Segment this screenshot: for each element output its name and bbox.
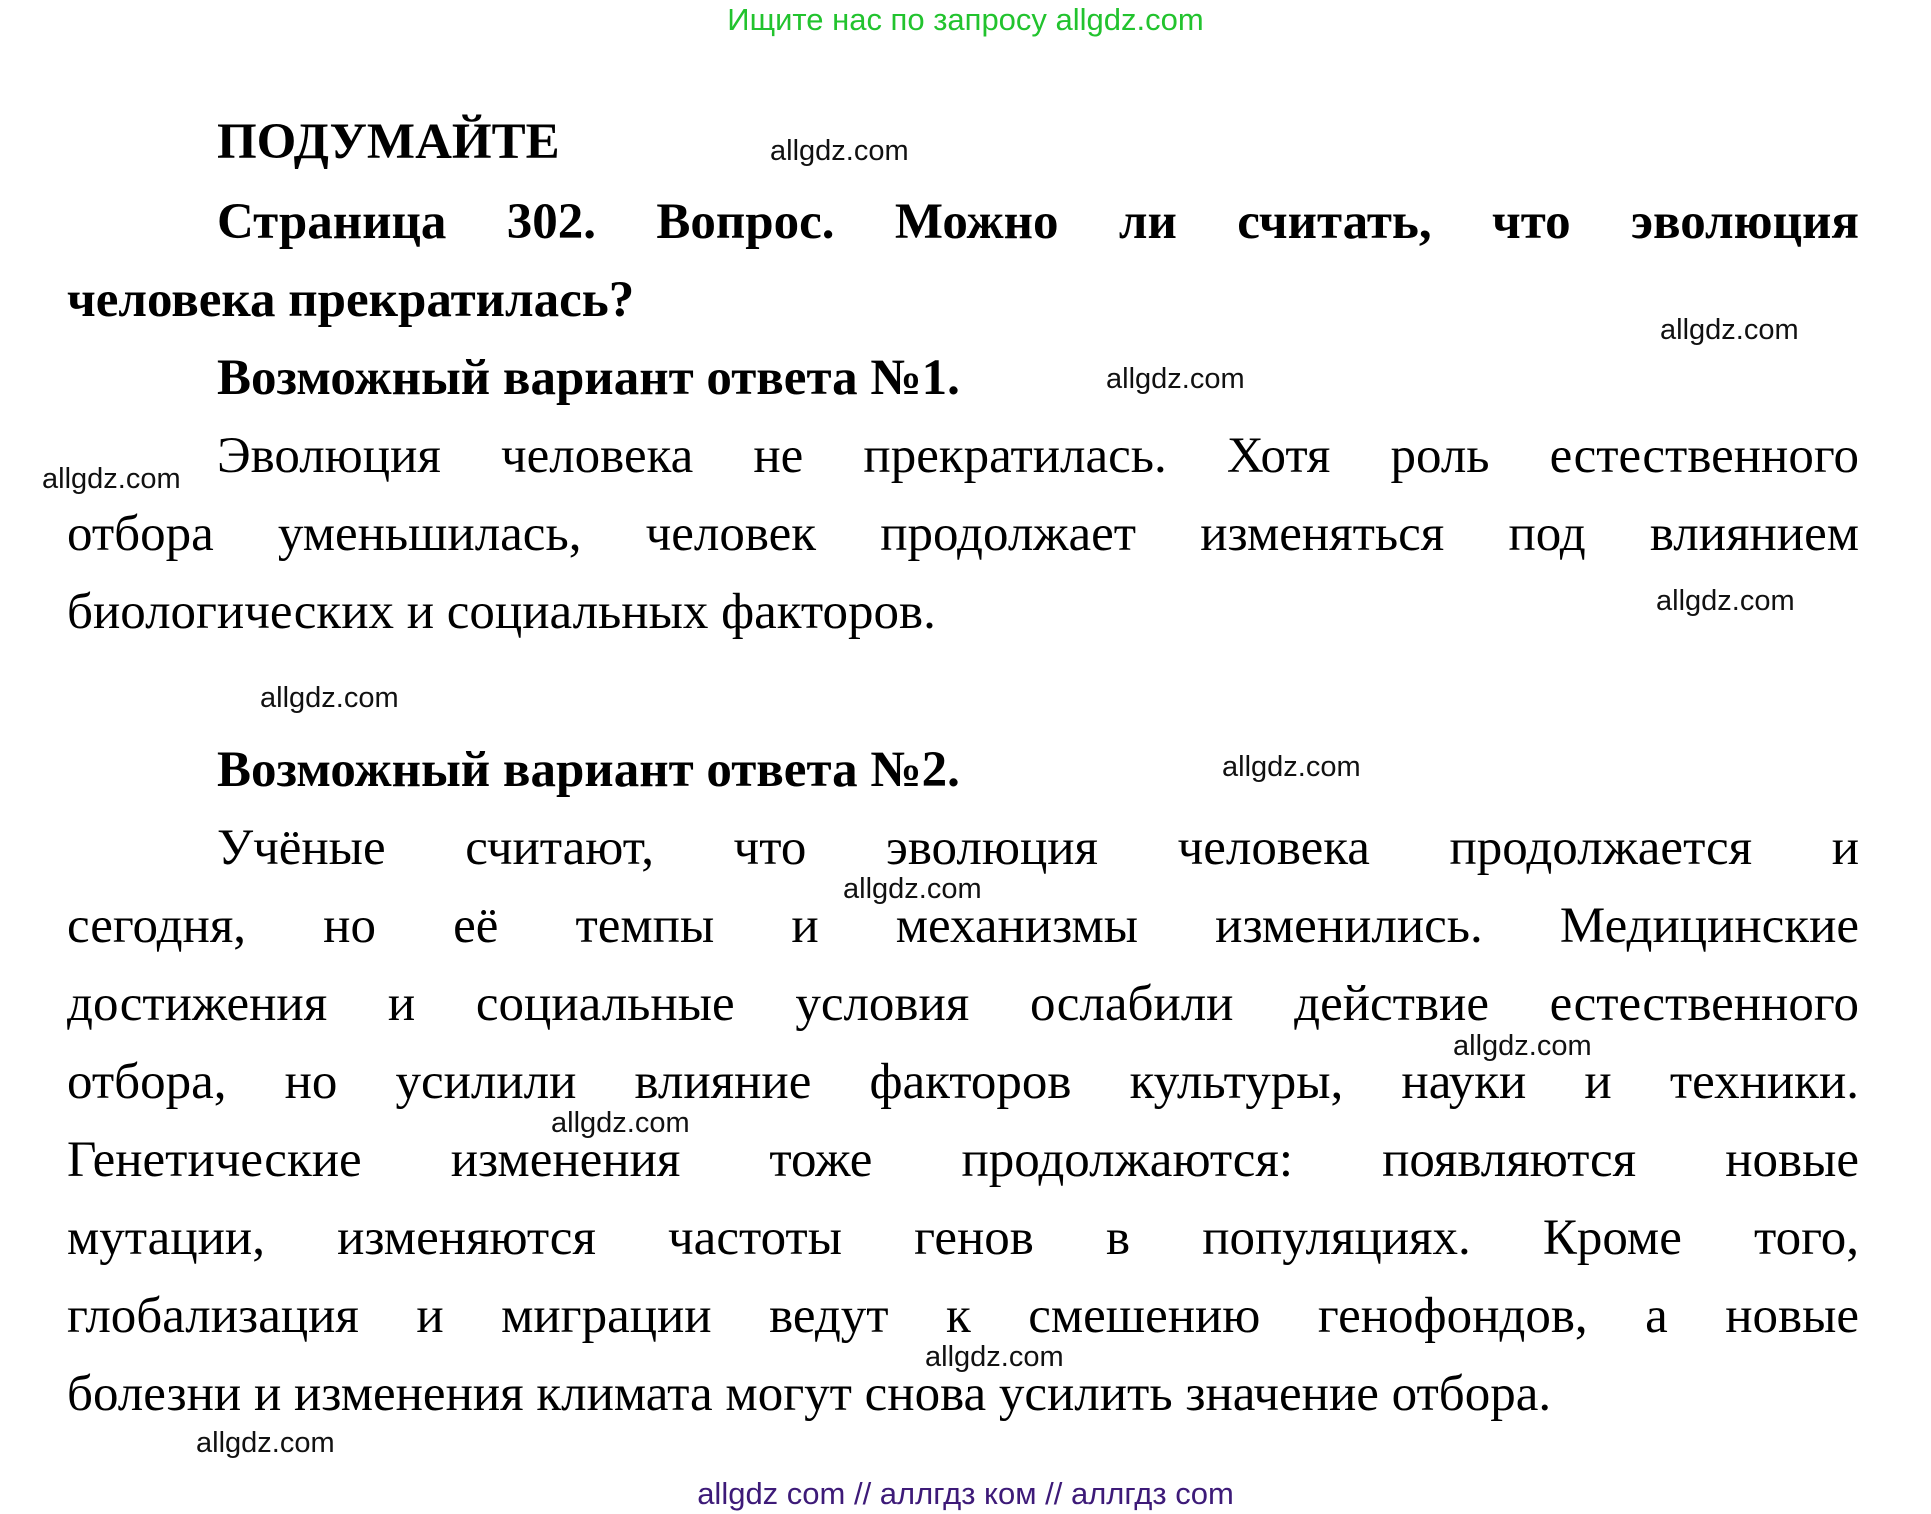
answer-1-line: отбора уменьшилась, человек продолжает изменяться под влиянием bbox=[67, 506, 1859, 562]
answer-2-line: отбора, но усилили влияние факторов культуры, науки и техники. bbox=[67, 1054, 1859, 1110]
bottom-promo-banner: allgdz com // аллгдз ком // аллгдз com bbox=[697, 1476, 1234, 1511]
answer-1-heading: Возможный вариант ответа №1. bbox=[217, 350, 960, 406]
question-line-2: человека прекратилась? bbox=[67, 272, 635, 328]
answer-2-heading: Возможный вариант ответа №2. bbox=[217, 742, 960, 798]
watermark: allgdz.com bbox=[925, 1341, 1064, 1373]
watermark: allgdz.com bbox=[843, 873, 982, 905]
question-line-1: Страница 302. Вопрос. Можно ли считать, что эволюция bbox=[217, 194, 1859, 250]
answer-2-line: глобализация и миграции ведут к смешению генофондов, а новые bbox=[67, 1288, 1859, 1344]
watermark: allgdz.com bbox=[1453, 1030, 1592, 1062]
section-title: ПОДУМАЙТЕ bbox=[217, 114, 560, 170]
answer-2-line: сегодня, но её темпы и механизмы изменились. Медицинские bbox=[67, 898, 1859, 954]
watermark: allgdz.com bbox=[1222, 751, 1361, 783]
answer-2-line: Генетические изменения тоже продолжаются: появляются новые bbox=[67, 1132, 1859, 1188]
answer-2-line: Учёные считают, что эволюция человека продолжается и bbox=[217, 820, 1859, 876]
watermark: allgdz.com bbox=[1656, 585, 1795, 617]
watermark: allgdz.com bbox=[1660, 314, 1799, 346]
answer-2-line: достижения и социальные условия ослабили действие естественного bbox=[67, 976, 1859, 1032]
answer-2-line: болезни и изменения климата могут снова усилить значение отбора. bbox=[67, 1366, 1552, 1422]
watermark: allgdz.com bbox=[42, 463, 181, 495]
watermark: allgdz.com bbox=[551, 1107, 690, 1139]
watermark: allgdz.com bbox=[1106, 363, 1245, 395]
answer-1-line: биологических и социальных факторов. bbox=[67, 584, 936, 640]
answer-2-line: мутации, изменяются частоты генов в популяциях. Кроме того, bbox=[67, 1210, 1859, 1266]
answer-1-line: Эволюция человека не прекратилась. Хотя роль естественного bbox=[217, 428, 1859, 484]
watermark: allgdz.com bbox=[196, 1427, 335, 1459]
watermark: allgdz.com bbox=[770, 135, 909, 167]
top-promo-banner: Ищите нас по запросу allgdz.com bbox=[727, 2, 1204, 37]
watermark: allgdz.com bbox=[260, 682, 399, 714]
